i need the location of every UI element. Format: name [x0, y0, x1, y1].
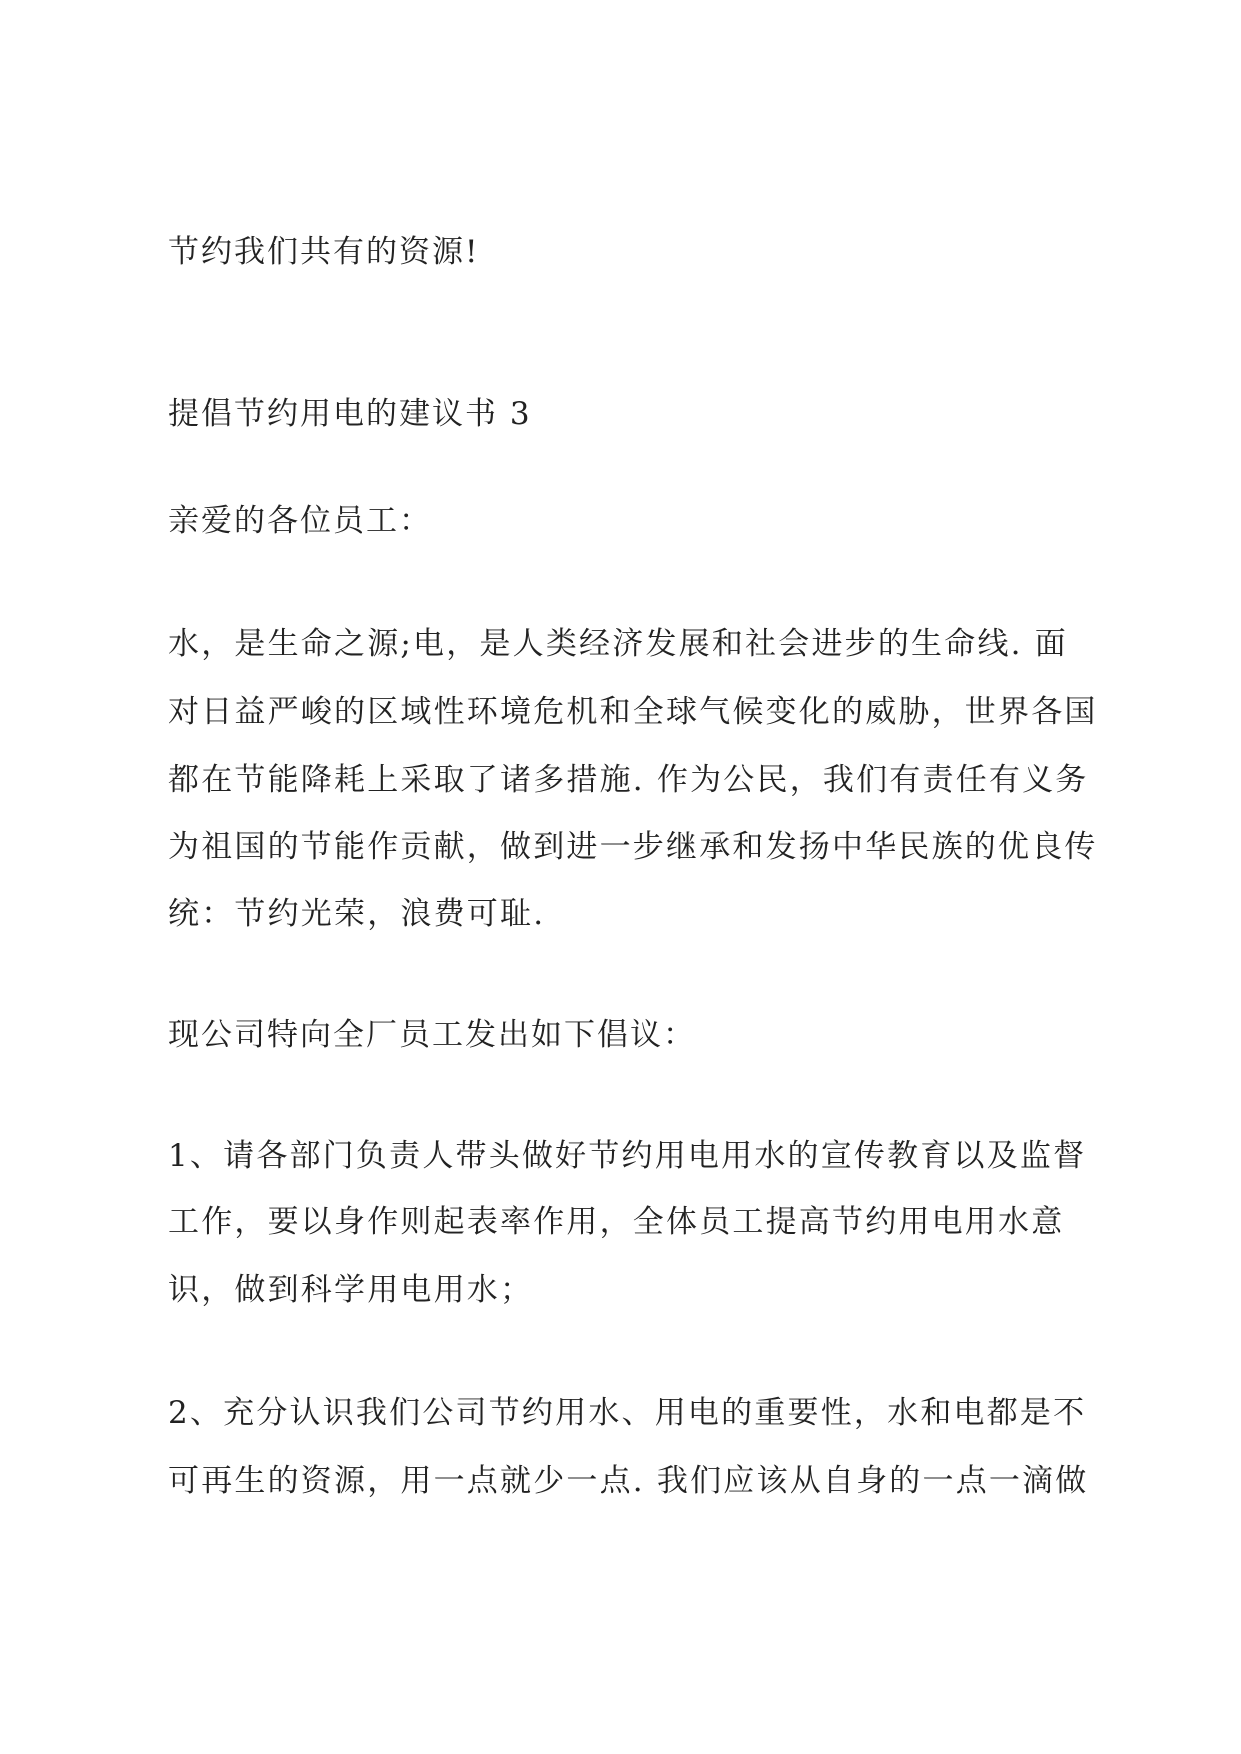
item-1-line-3: 识，做到科学用电用水；	[168, 1272, 534, 1308]
paragraph-1-line-5: 统：节约光荣，浪费可耻.	[168, 896, 546, 932]
item-1-line-1: 1、请各部门负责人带头做好节约用电用水的宣传教育以及监督	[168, 1138, 1087, 1174]
paragraph-2: 现公司特向全厂员工发出如下倡议：	[168, 1017, 696, 1053]
item-2-line-2: 可再生的资源，用一点就少一点. 我们应该从自身的一点一滴做	[168, 1463, 1089, 1499]
paragraph-1-line-1: 水，是生命之源;电，是人类经济发展和社会进步的生命线. 面	[168, 626, 1068, 662]
section-heading: 提倡节约用电的建议书 3	[168, 396, 532, 432]
item-1-line-2: 工作，要以身作则起表率作用，全体员工提高节约用电用水意	[168, 1204, 1065, 1240]
salutation: 亲爱的各位员工：	[168, 503, 432, 539]
paragraph-1-line-2: 对日益严峻的区域性环境危机和全球气候变化的威胁，世界各国	[168, 694, 1098, 730]
paragraph-1-line-4: 为祖国的节能作贡献，做到进一步继承和发扬中华民族的优良传	[168, 829, 1098, 865]
closing-line: 节约我们共有的资源!	[168, 234, 480, 270]
item-2-line-1: 2、充分认识我们公司节约用水、用电的重要性，水和电都是不	[168, 1395, 1087, 1431]
paragraph-1-line-3: 都在节能降耗上采取了诸多措施. 作为公民，我们有责任有义务	[168, 762, 1089, 798]
